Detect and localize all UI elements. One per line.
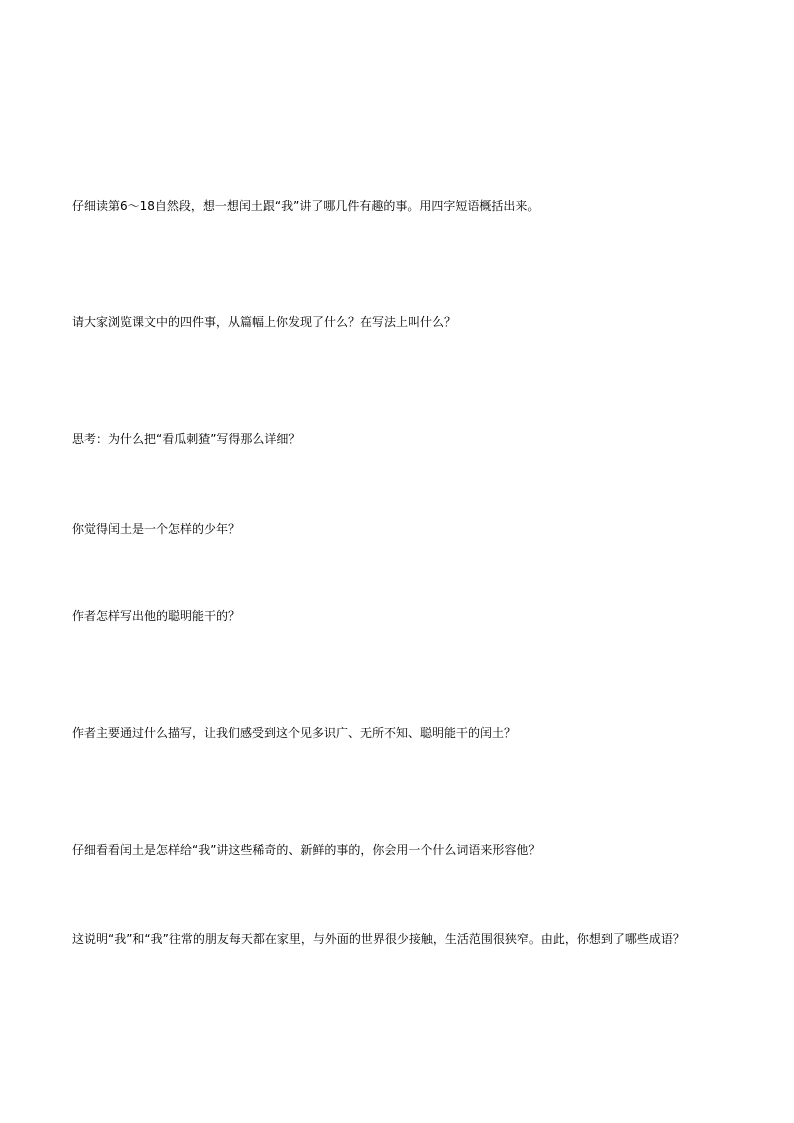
question-1: 仔细读第6～18自然段，想一想闰土跟“我”讲了哪几件有趣的事。用四字短语概括出来。 — [72, 199, 540, 213]
question-8: 这说明“我”和“我”往常的朋友每天都在家里，与外面的世界很少接触，生活范围很狭窄。由此，你想到了哪些成语？ — [72, 932, 685, 946]
question-6: 作者主要通过什么描写，让我们感受到这个见多识广、无所不知、聪明能干的闰土？ — [72, 726, 517, 740]
question-3: 思考：为什么把“看瓜刺猹”写得那么详细？ — [72, 432, 301, 446]
question-7: 仔细看看闰土是怎样给“我”讲这些稀奇的、新鲜的事的，你会用一个什么词语来形容他？ — [72, 843, 541, 857]
question-4: 你觉得闰土是一个怎样的少年？ — [72, 522, 241, 536]
question-5: 作者怎样写出他的聪明能干的？ — [72, 609, 241, 623]
question-2: 请大家浏览课文中的四件事，从篇幅上你发现了什么？在写法上叫什么？ — [72, 315, 457, 329]
